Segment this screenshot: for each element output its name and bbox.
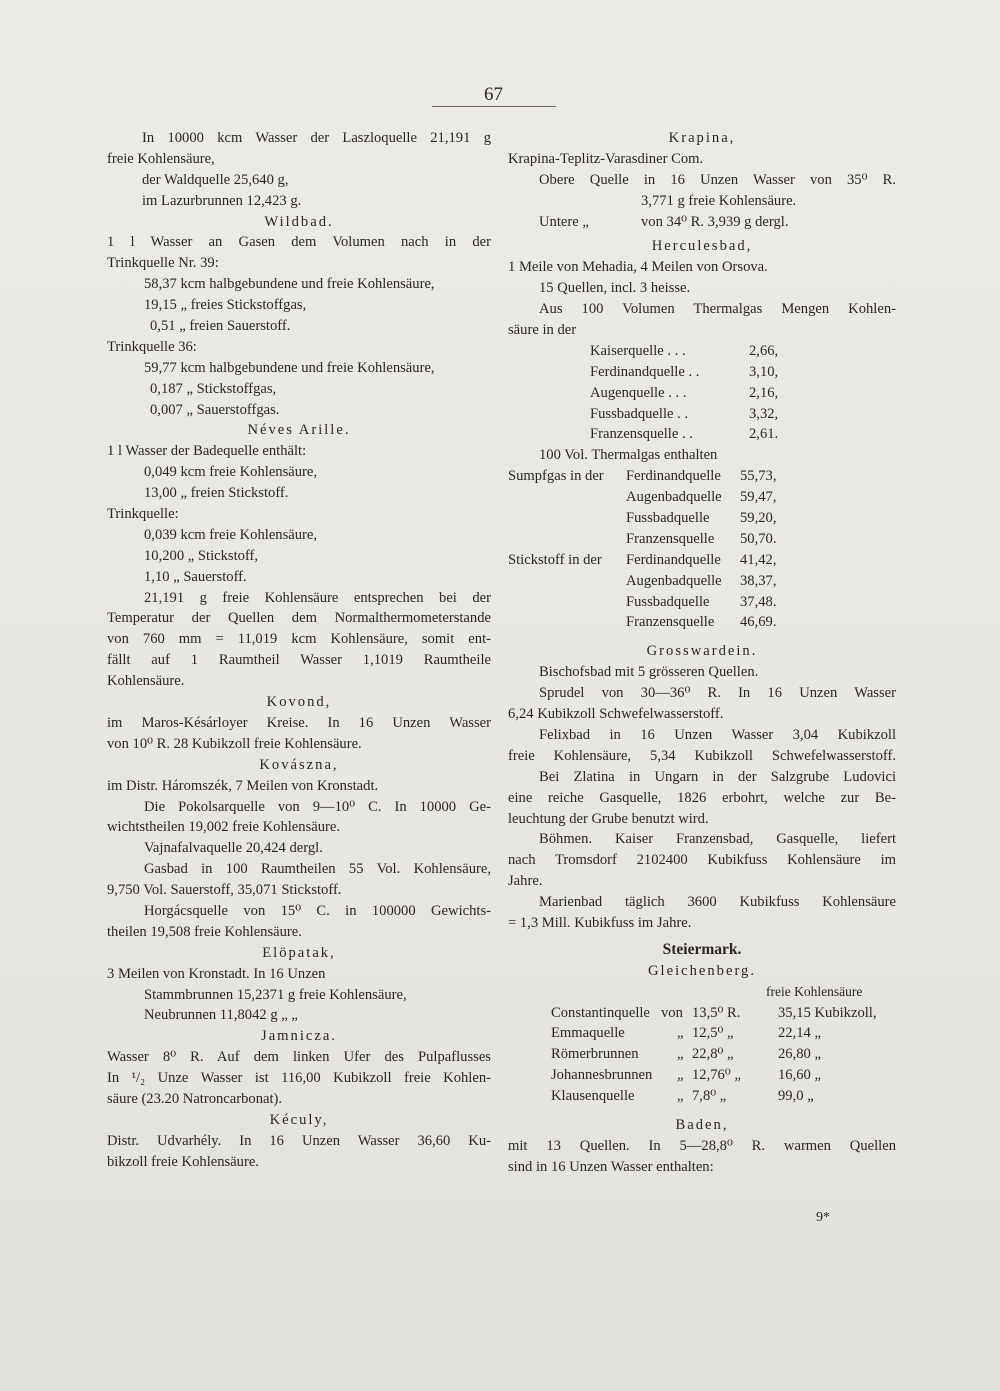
text-line: 0,049 kcm freie Kohlensäure, — [144, 464, 318, 481]
text-line: Trinkquelle Nr. 39: — [107, 255, 219, 272]
text-line: Bischofsbad mit 5 grösseren Quellen. — [539, 664, 759, 681]
table-cell-name: Römerbrunnen — [551, 1046, 639, 1063]
text-line: Trinkquelle: — [107, 506, 179, 523]
section-heading-kovaszna: Kovászna, — [259, 756, 339, 773]
text-line: Trinkquelle 36: — [107, 338, 197, 355]
spring-name: Franzensquelle . . — [590, 426, 693, 443]
text-line: Temperatur der Quellen dem Normalthermometerstande — [107, 610, 491, 627]
stickstoff-list — [508, 550, 896, 634]
spring-value: 41,42, — [740, 551, 777, 568]
spring-value: 46,69. — [740, 614, 777, 631]
text-line: In 10000 kcm Wasser der Laszloquelle 21,191 g — [142, 130, 491, 146]
spring-name: Fussbadquelle — [626, 510, 710, 527]
gas-label: Sumpfgas in der — [508, 468, 604, 485]
spring-name: Ferdinandquelle — [626, 551, 721, 568]
spring-value: 59,20, — [740, 510, 777, 527]
text-line: freie Kohlensäure, — [107, 150, 215, 167]
spring-value: 3,10, — [749, 363, 779, 380]
spring-value: 2,66, — [749, 342, 779, 359]
table-cell-temp: 7,8⁰ „ — [692, 1088, 727, 1105]
text-line: 3 Meilen von Kronstadt. In 16 Unzen — [107, 965, 326, 982]
text-line: Neubrunnen 11,8042 g „ „ — [144, 1007, 298, 1024]
section-heading-grosswardein: Grosswardein. — [646, 643, 758, 660]
text-line: theilen 19,508 freie Kohlensäure. — [107, 923, 302, 940]
table-row — [508, 1023, 896, 1044]
text-line: Krapina-Teplitz-Varasdiner Com. — [508, 150, 704, 167]
text-line: 1,10 „ Sauerstoff. — [144, 568, 247, 585]
list-item — [508, 592, 896, 613]
spring-name: Augenquelle . . . — [590, 384, 687, 401]
text-line: Wasser 8⁰ R. Auf dem linken Ufer des Pulpaflusses — [107, 1049, 491, 1066]
table-header: freie Kohlensäure — [766, 983, 863, 999]
text-line — [508, 212, 896, 233]
spring-value: 38,37, — [740, 572, 777, 589]
text-line: freie Kohlensäure, 5,34 Kubikzoll Schwefelwasserstoff. — [508, 747, 896, 764]
spring-value: 2,16, — [749, 384, 779, 401]
section-heading-neves-arille: Néves Arille. — [247, 422, 351, 439]
table-row — [508, 1003, 896, 1024]
page-number: 67 — [484, 84, 503, 105]
table-cell-ditto: „ — [677, 1046, 684, 1063]
list-item — [508, 612, 896, 633]
table-cell-value: 16,60 „ — [778, 1067, 821, 1084]
text-line: Aus 100 Volumen Thermalgas Mengen Kohlen- — [539, 301, 896, 318]
text-line: säure in der — [508, 322, 577, 339]
header-rule — [432, 106, 556, 107]
text-line: Horgácsquelle von 15⁰ C. in 100000 Gewichts- — [144, 902, 491, 919]
signature-mark: 9* — [816, 1210, 830, 1225]
spring-name: Franzensquelle — [626, 614, 715, 631]
text-line: der Waldquelle 25,640 g, — [142, 171, 289, 188]
sumpfgas-list — [508, 466, 896, 550]
table-cell-value: 35,15 Kubikzoll, — [778, 1004, 877, 1021]
text-line: 9,750 Vol. Sauerstoff, 35,071 Stickstoff. — [107, 882, 342, 899]
text-line: im Distr. Háromszék, 7 Meilen von Kronstadt. — [107, 777, 379, 794]
text-line: von 760 mm = 11,019 kcm Kohlensäure, somit ent- — [107, 631, 491, 648]
text-line: säure (23.20 Natroncarbonat). — [107, 1090, 283, 1107]
section-heading-steiermark: Steiermark. — [662, 940, 742, 958]
text-line: = 1,3 Mill. Kubikfuss im Jahre. — [508, 914, 692, 931]
text-line: Distr. Udvarhély. In 16 Unzen Wasser 36,60 Ku- — [107, 1132, 491, 1149]
text-line: 6,24 Kubikzoll Schwefelwasserstoff. — [508, 706, 724, 723]
spring-table — [508, 1003, 896, 1107]
right-column — [508, 128, 896, 1178]
text-line: In ¹/₂ Unze Wasser ist 116,00 Kubikzoll freie Kohlen- — [107, 1070, 491, 1087]
spring-value: 55,73, — [740, 468, 777, 485]
text-line: 58,37 kcm halbgebundene und freie Kohlensäure, — [144, 276, 435, 293]
text-line: 100 Vol. Thermalgas enthalten — [539, 447, 718, 464]
text-line: 19,15 „ freies Stickstoffgas, — [144, 297, 307, 314]
table-cell-temp: 12,5⁰ „ — [692, 1025, 734, 1042]
list-item — [508, 550, 896, 571]
text-line: 0,039 kcm freie Kohlensäure, — [144, 526, 318, 543]
spring-value: 59,47, — [740, 489, 777, 506]
list-item — [508, 404, 896, 425]
text-line: Sprudel von 30—36⁰ R. In 16 Unzen Wasser — [539, 685, 896, 702]
gas-label: Stickstoff in der — [508, 551, 602, 568]
section-heading-jamnicza: Jamnicza. — [261, 1028, 337, 1045]
text-line: Die Pokolsarquelle von 9—10⁰ C. In 10000 Ge- — [144, 798, 491, 815]
text-line: 59,77 kcm halbgebundene und freie Kohlensäure, — [144, 359, 435, 376]
text-line: 0,007 „ Sauerstoffgas. — [150, 401, 280, 418]
text-line: Gasbad in 100 Raumtheilen 55 Vol. Kohlensäure, — [144, 861, 491, 878]
spring-name: Augenbadquelle — [626, 489, 722, 506]
list-item — [508, 341, 896, 362]
table-cell-temp: 22,8⁰ „ — [692, 1046, 734, 1063]
text-segment: Untere „ — [539, 213, 589, 230]
table-cell-temp: 13,5⁰ R. — [692, 1004, 741, 1021]
spring-value: 2,61. — [749, 426, 779, 443]
text-line: von 10⁰ R. 28 Kubikzoll freie Kohlensäure. — [107, 735, 362, 752]
table-cell-ditto: „ — [677, 1067, 684, 1084]
text-line: Stammbrunnen 15,2371 g freie Kohlensäure, — [144, 986, 407, 1003]
table-row — [508, 1044, 896, 1065]
text-line: 0,187 „ Stickstoffgas, — [150, 380, 277, 397]
section-heading-keculy: Kéculy, — [269, 1111, 329, 1128]
text-line: fällt auf 1 Raumtheil Wasser 1,1019 Raumtheile — [107, 652, 491, 669]
section-heading-herculesbad: Herculesbad, — [651, 238, 753, 255]
text-line: Bei Zlatina in Ungarn in der Salzgrube Ludovici — [539, 768, 896, 785]
table-cell-name: Klausenquelle — [551, 1088, 635, 1105]
text-line: Böhmen. Kaiser Franzensbad, Gasquelle, liefert — [539, 831, 896, 848]
text-line: mit 13 Quellen. In 5—28,8⁰ R. warmen Quellen — [508, 1137, 896, 1154]
text-line: 1 l Wasser an Gasen dem Volumen nach in der — [107, 234, 491, 251]
spring-value: 50,70. — [740, 530, 777, 547]
table-cell-ditto: „ — [677, 1088, 684, 1105]
section-heading-wildbad: Wildbad. — [264, 213, 334, 230]
section-heading-elopatak: Elöpatak, — [262, 944, 336, 961]
table-cell-name: Johannesbrunnen — [551, 1067, 653, 1084]
text-line: 21,191 g freie Kohlensäure entsprechen bei der — [144, 589, 491, 606]
table-cell-value: 26,80 „ — [778, 1046, 821, 1063]
list-item — [508, 529, 896, 550]
section-heading-kovond: Kovond, — [266, 694, 332, 711]
list-item — [508, 508, 896, 529]
text-line: Vajnafalvaquelle 20,424 dergl. — [144, 840, 323, 857]
spring-list — [508, 341, 896, 445]
table-cell-value: 99,0 „ — [778, 1088, 814, 1105]
table-cell-value: 22,14 „ — [778, 1025, 821, 1042]
text-line: 1 l Wasser der Badequelle enthält: — [107, 443, 307, 460]
spring-value: 37,48. — [740, 593, 777, 610]
list-item — [508, 383, 896, 404]
spring-name: Fussbadquelle . . — [590, 405, 689, 422]
section-heading-krapina: Krapina, — [668, 130, 736, 146]
section-heading-baden: Baden, — [675, 1116, 729, 1133]
table-cell-name: Constantinquelle — [551, 1004, 650, 1021]
text-line: eine reiche Gasquelle, 1826 erbohrt, welche zur Be- — [508, 789, 896, 806]
list-item — [508, 466, 896, 487]
text-line: 0,51 „ freien Sauerstoff. — [150, 318, 291, 335]
table-cell-name: Emmaquelle — [551, 1025, 625, 1042]
text-line: 1 Meile von Mehadia, 4 Meilen von Orsova. — [508, 259, 768, 276]
table-row — [508, 1086, 896, 1107]
list-item — [508, 571, 896, 592]
section-heading-gleichenberg: Gleichenberg. — [648, 962, 756, 979]
text-line: Obere Quelle in 16 Unzen Wasser von 35⁰ R. — [539, 171, 896, 188]
text-line: bikzoll freie Kohlensäure. — [107, 1153, 259, 1170]
table-cell-temp: 12,76⁰ „ — [692, 1067, 741, 1084]
spring-name: Fussbadquelle — [626, 593, 710, 610]
text-line: Kohlensäure. — [107, 673, 185, 690]
spring-name: Augenbadquelle — [626, 572, 722, 589]
text-line: wichtstheilen 19,002 freie Kohlensäure. — [107, 819, 341, 836]
text-line: 10,200 „ Stickstoff, — [144, 547, 259, 564]
list-item — [508, 362, 896, 383]
table-row — [508, 1065, 896, 1086]
text-line: nach Tromsdorf 2102400 Kubikfuss Kohlensäure im — [508, 852, 896, 869]
text-line: im Lazurbrunnen 12,423 g. — [142, 192, 302, 209]
text-segment: von 34⁰ R. 3,939 g dergl. — [641, 213, 789, 230]
text-line: im Maros-Késárloyer Kreise. In 16 Unzen Wasser — [107, 714, 491, 731]
text-line: 3,771 g freie Kohlensäure. — [641, 192, 797, 209]
spring-name: Franzensquelle — [626, 530, 715, 547]
text-line: 13,00 „ freien Stickstoff. — [144, 485, 289, 502]
text-line: Felixbad in 16 Unzen Wasser 3,04 Kubikzoll — [539, 726, 896, 743]
text-line: Marienbad täglich 3600 Kubikfuss Kohlensäure — [539, 894, 896, 911]
table-cell-ditto: von — [661, 1004, 683, 1021]
text-line: Jahre. — [508, 873, 543, 890]
spring-name: Ferdinandquelle — [626, 468, 721, 485]
left-column — [107, 128, 491, 1173]
spring-name: Ferdinandquelle . . — [590, 363, 700, 380]
spring-value: 3,32, — [749, 405, 779, 422]
spring-name: Kaiserquelle . . . — [590, 342, 686, 359]
list-item — [508, 487, 896, 508]
text-line: leuchtung der Grube benutzt wird. — [508, 810, 709, 827]
table-cell-ditto: „ — [677, 1025, 684, 1042]
text-line: sind in 16 Unzen Wasser enthalten: — [508, 1158, 714, 1175]
list-item — [508, 424, 896, 445]
text-line: 15 Quellen, incl. 3 heisse. — [539, 280, 691, 297]
